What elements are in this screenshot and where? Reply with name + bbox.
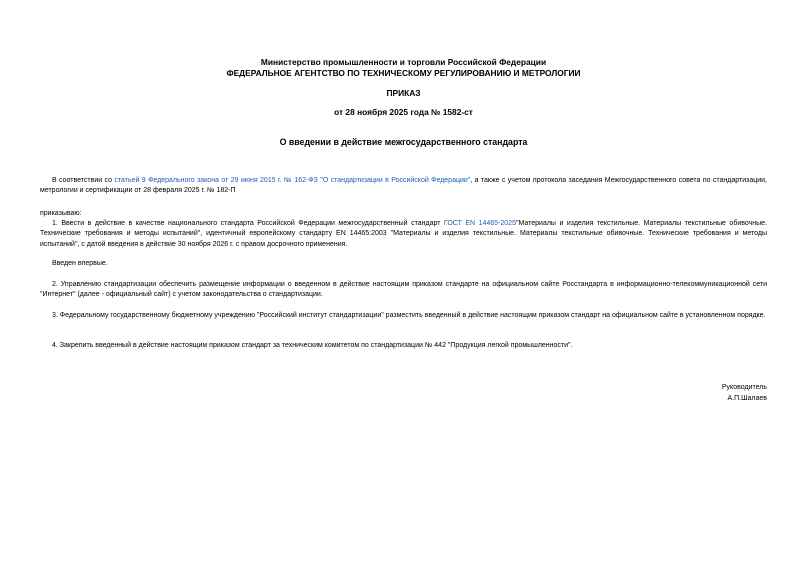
preamble-text-start: В соответствии со: [52, 177, 115, 184]
document-subject: О введении в действие межгосударственного стандарта: [279, 137, 528, 147]
standard-link[interactable]: ГОСТ EN 14465-2025: [443, 220, 516, 227]
item-1-text-end: "Материалы и изделия текстильные. Материалы текстильные обивочные. Технические требования и методы испытаний", идентичный европейскому стандарту EN 14465:2003 "Материалы и изделия текстильные. Материалы текстильные обивочные. Технические требования и методы испытаний", с датой введения в действие 30 ноября 2026 г. с правом досрочного применения.: [40, 220, 768, 248]
document-type: ПРИКАЗ: [386, 88, 421, 98]
signature-title: Руководитель: [721, 384, 767, 391]
order-word: приказываю:: [40, 210, 82, 217]
item-4-paragraph: 4. Закрепить введенный в действие настоящим приказом стандарт за техническим комитетом по стандартизации № 442 "Продукция легкой промышленности".: [52, 342, 573, 349]
preamble-text-end: , а также с учетом протокола заседания Межгосударственного совета по стандартизации, метрологии и сертификации от 28 февраля 2025 г. № 182-П: [40, 177, 767, 195]
item-2-paragraph: 2. Управлению стандартизации обеспечить размещение информации о введенном в действие настоящим приказом стандарте на официальном сайте Росстандарта в информационно-телекоммуникационной сети "Интернет" (далее - официальный сайт) с учетом законодательства о стандартизации.: [40, 281, 767, 299]
law-link[interactable]: статьей 9 Федерального закона от 29 июня 2015 г. № 162-ФЗ "О стандартизации в Российской Федерации": [114, 177, 471, 184]
agency-name: ФЕДЕРАЛЬНОЕ АГЕНТСТВО ПО ТЕХНИЧЕСКОМУ РЕГУЛИРОВАНИЮ И МЕТРОЛОГИИ: [226, 68, 581, 78]
item-1-paragraph: [40, 219, 767, 250]
preamble-paragraph: [40, 176, 767, 197]
item-1-text-start: 1. Ввести в действие в качестве национального стандарта Российской Федерации межгосударственный стандарт: [52, 220, 444, 227]
document-date-number: от 28 ноября 2025 года № 1582-ст: [334, 107, 473, 117]
item-3-paragraph: 3. Федеральному государственному бюджетному учреждению "Российский институт стандартизации" разместить введенный в действие настоящим приказом стандарт на официальном сайте в установленном порядке.: [52, 312, 766, 319]
ministry-name: Министерство промышленности и торговли Российской Федерации: [260, 57, 547, 67]
introduced-note: Введен впервые.: [52, 260, 108, 267]
signature-name: А.П.Шалаев: [727, 395, 767, 402]
